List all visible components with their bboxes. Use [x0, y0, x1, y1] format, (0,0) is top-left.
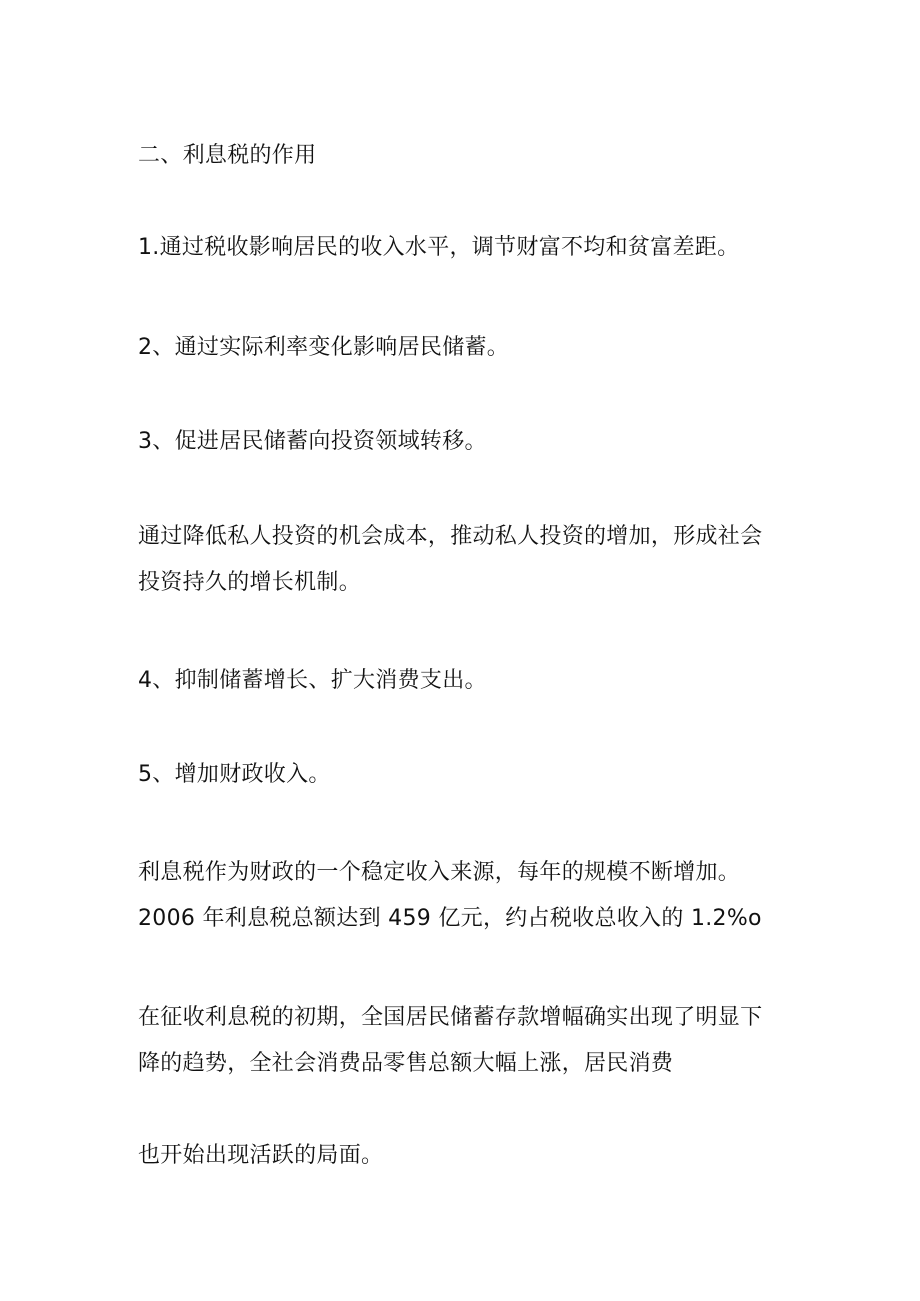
list-item-5: 5、增加财政收入。: [138, 762, 331, 787]
section-heading: 二、利息税的作用: [138, 143, 317, 168]
paragraph-2-line-2: 2006 年利息税总额达到 459 亿元，约占税收总收入的 1.2%o: [138, 906, 762, 931]
paragraph-4-line-1: 也开始出现活跃的局面。: [138, 1143, 384, 1168]
paragraph-3-line-1: 在征收利息税的初期，全国居民储蓄存款增幅确实出现了明显下: [138, 1005, 763, 1030]
list-item-1: 1.通过税收影响居民的收入水平，调节财富不均和贫富差距。: [138, 235, 740, 260]
paragraph-2-line-1: 利息税作为财政的一个稳定收入来源，每年的规模不断增加。: [138, 860, 741, 885]
list-item-2: 2、通过实际利率变化影响居民储蓄。: [138, 335, 510, 360]
list-item-3: 3、促进居民储蓄向投资领域转移。: [138, 429, 487, 454]
paragraph-1-line-2: 投资持久的增长机制。: [138, 570, 362, 595]
paragraph-1-line-1: 通过降低私人投资的机会成本，推动私人投资的增加，形成社会: [138, 524, 763, 549]
list-item-4: 4、抑制储蓄增长、扩大消费支出。: [138, 668, 487, 693]
paragraph-3-line-2: 降的趋势，全社会消费品零售总额大幅上涨，居民消费: [138, 1051, 674, 1076]
